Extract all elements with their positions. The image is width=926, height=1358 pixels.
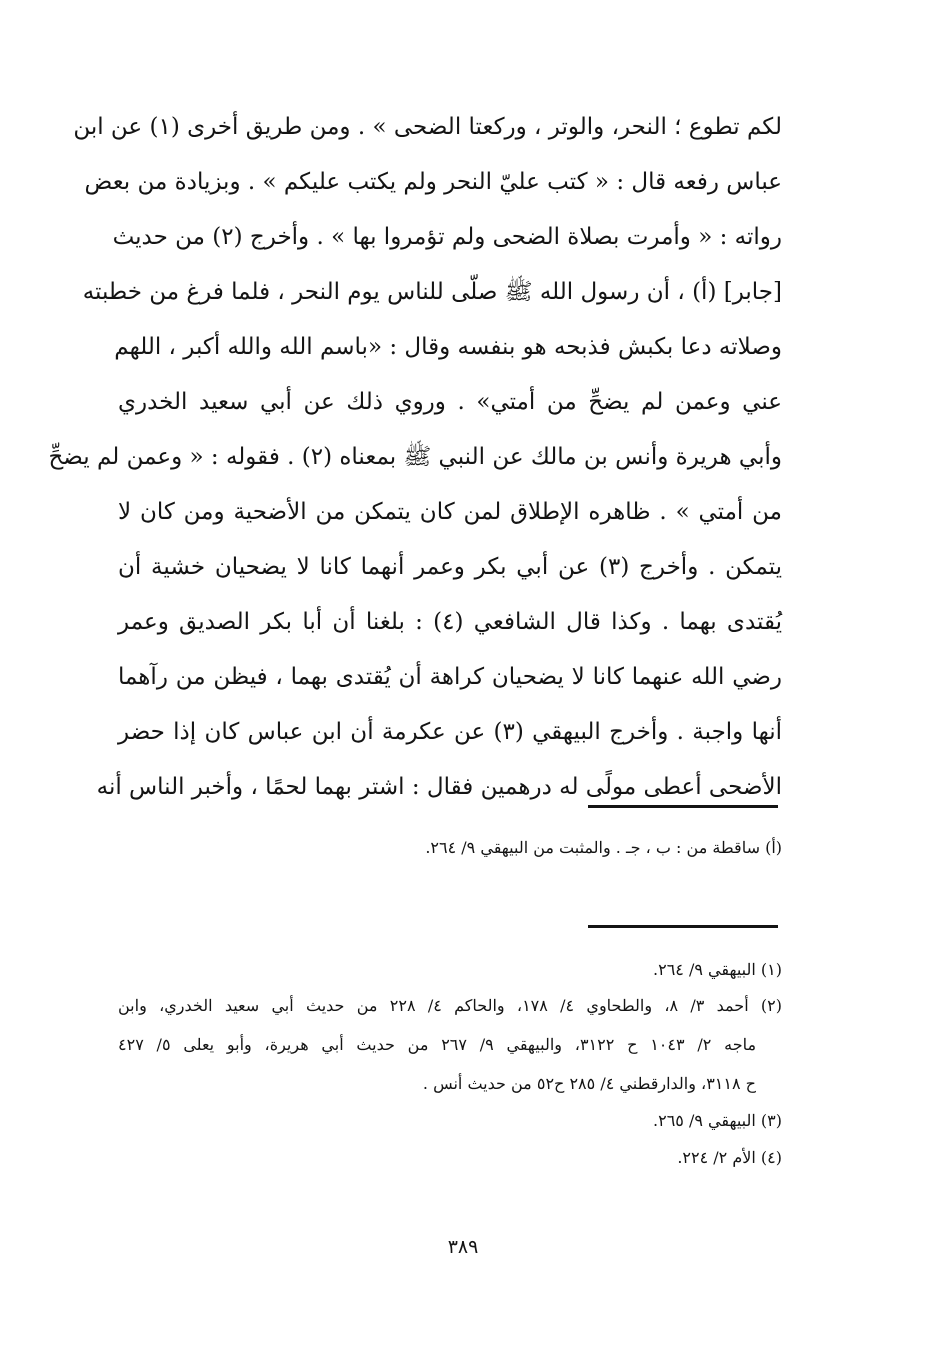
footnote-separator-sources — [588, 925, 778, 928]
text-line-8: من أمتي » . ظاهره الإطلاق لمن كان يتمكن من الأضحية ومن كان لا — [118, 499, 782, 525]
footnote-2-line-1: (٢) أحمد ٣/ ٨، والطحاوي ٤/ ١٧٨، والحاكم ٤/ ٢٢٨ من حديث أبي سعيد الخدري، وابن — [118, 996, 783, 1015]
text-line-12: أنها واجبة . وأخرج البيهقي (٣) عن عكرمة أن ابن عباس كان إذا حضر — [118, 719, 782, 745]
text-line-11: رضي الله عنهما كانا لا يضحيان كراهة أن يُقتدى بهما ، فيظن من رآهما — [118, 664, 782, 690]
text-line-2: عباس رفعه قال : « كتب عليّ النحر ولم يكتب عليكم » . وبزيادة من بعض — [84, 169, 782, 195]
footnote-2-line-3: ح ٣١١٨، والدارقطني ٤/ ٢٨٥ ح٥٢ من حديث أنس . — [422, 1074, 756, 1093]
footnote-3: (٣) البيهقي ٩/ ٢٦٥. — [653, 1111, 782, 1130]
text-line-6: عني وعمن لم يضحِّ من أمتي» . وروي ذلك عن أبي سعيد الخدري — [118, 389, 782, 415]
text-line-3: رواته : « وأمرت بصلاة الضحى ولم تؤمروا بها » . وأخرج (٢) من حديث — [112, 224, 782, 250]
text-line-9: يتمكن . وأخرج (٣) عن أبي بكر وعمر أنهما كانا لا يضحيان خشية أن — [118, 554, 782, 580]
text-line-13: الأضحى أعطى مولًى له درهمين فقال : اشتر بهما لحمًا ، وأخبر الناس أنه — [96, 774, 782, 800]
footnote-1: (١) البيهقي ٩/ ٢٦٤. — [653, 960, 782, 979]
footnote-2-line-2: ماجه ٢/ ١٠٤٣ ح ٣١٢٢، والبيهقي ٩/ ٢٦٧ من حديث أبي هريرة، وأبو يعلى ٥/ ٤٢٧ — [118, 1035, 757, 1054]
text-line-10: يُقتدى بهما . وكذا قال الشافعي (٤) : بلغنا أن أبا بكر الصديق وعمر — [118, 609, 782, 635]
footnote-4: (٤) الأم ٢/ ٢٢٤. — [677, 1148, 782, 1167]
page-number: ٣٨٩ — [447, 1236, 479, 1258]
text-line-5: وصلاته دعا بكبش فذبحه هو بنفسه وقال : «باسم الله والله أكبر ، اللهم — [114, 334, 782, 360]
text-line-1: لكم تطوع ؛ النحر، والوتر ، وركعتا الضحى » . ومن طريق أخرى (١) عن ابن — [73, 114, 782, 140]
footnote-separator-variants — [588, 805, 778, 808]
text-line-4: [جابر] (أ) ، أن رسول الله ﷺ صلّى للناس يوم النحر ، فلما فرغ من خطبته — [82, 279, 782, 305]
main-text — [48, 100, 782, 815]
text-line-7: وأبي هريرة وأنس بن مالك عن النبي ﷺ بمعناه (٢) . فقوله : « وعمن لم يضحِّ — [48, 444, 782, 470]
variant-note: (أ) ساقطة من : ب ، جـ . والمثبت من البيهقي ٩/ ٢٦٤. — [425, 838, 782, 857]
